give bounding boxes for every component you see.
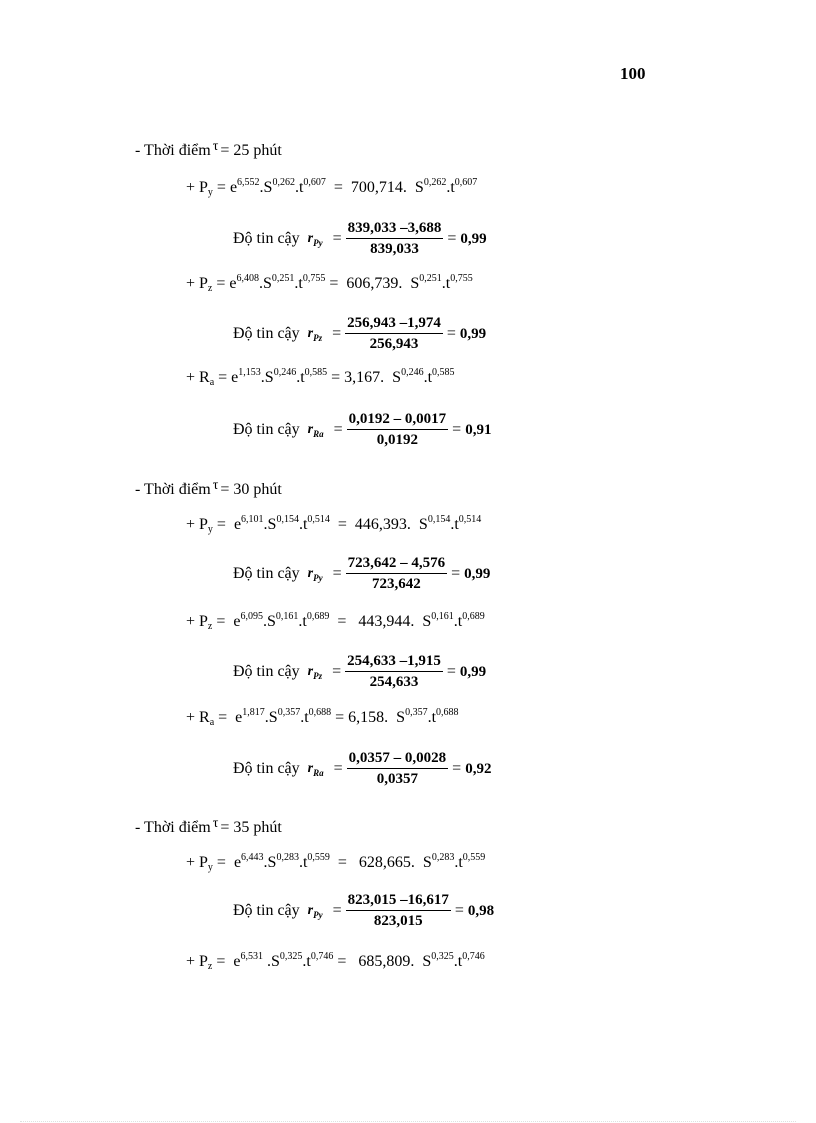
- equals-sign: =: [452, 760, 462, 777]
- formula-s: .S: [259, 179, 273, 196]
- exponent-s2: 0,246: [401, 367, 424, 378]
- reliability-result: 0,98: [467, 902, 495, 919]
- equals-sign: =: [332, 902, 342, 919]
- formula-eq2: = 446,393. S: [329, 516, 428, 533]
- r-symbol: $r_{Ra}$: [307, 761, 324, 778]
- equals-sign: =: [332, 663, 342, 680]
- r-subscript: Ra: [313, 768, 324, 778]
- exponent-t: 0,746: [310, 951, 334, 962]
- exponent-t: 0,689: [306, 611, 330, 622]
- formula-eq1: = e: [212, 275, 237, 292]
- heading-suffix: = 35 phút: [220, 819, 282, 836]
- fraction: [347, 751, 449, 787]
- exponent-e: 6,443: [241, 852, 264, 863]
- formula-subscript: y: [207, 187, 213, 198]
- r-symbol: $r_{Pz}$: [307, 664, 323, 681]
- r-subscript: Py: [313, 573, 323, 583]
- exponent-s2: 0,283: [431, 852, 455, 863]
- formula-eq2: = 606,739. S: [325, 275, 420, 292]
- r-subscript: Pz: [313, 333, 323, 343]
- formula-eq2: = 628,665. S: [329, 854, 432, 871]
- exponent-s2: 0,161: [431, 611, 454, 622]
- equals-sign: =: [332, 230, 342, 247]
- formula-s: .S: [263, 516, 277, 533]
- formula-subscript: z: [207, 283, 213, 294]
- exponent-e: 6,531: [240, 951, 263, 962]
- tau-symbol: τ: [212, 478, 219, 493]
- equals-sign: =: [452, 421, 462, 438]
- formula-lead: + P: [186, 953, 208, 970]
- heading-prefix: - Thời điểm: [135, 481, 211, 498]
- footer-divider: [20, 1121, 796, 1122]
- fraction-denominator: 0,0192: [376, 432, 419, 448]
- section-heading: [135, 140, 282, 159]
- fraction-denominator: 0,0357: [376, 771, 419, 787]
- formula-eq2: = 700,714. S: [325, 179, 424, 196]
- r-symbol: $r_{Py}$: [307, 231, 323, 248]
- reliability-result: 0,99: [459, 663, 487, 680]
- fraction-numerator: 254,633 –1,915: [345, 654, 443, 672]
- r-symbol: $r_{Py}$: [307, 566, 323, 583]
- formula-line: [186, 273, 473, 294]
- formula-eq2: = 3,167. S: [327, 369, 402, 386]
- exponent-s: 0,246: [273, 367, 297, 378]
- formula-s: .S: [259, 275, 272, 292]
- reliability-result: 0,99: [464, 565, 491, 582]
- reliability-result: 0,99: [460, 230, 487, 247]
- equals-sign: =: [454, 902, 464, 919]
- exponent-t2: 0,585: [432, 367, 455, 378]
- exponent-t2: 0,559: [462, 852, 486, 863]
- formula-t: .t: [298, 854, 308, 871]
- formula-t2: .t: [423, 369, 433, 386]
- formula-eq1: = e: [212, 516, 242, 533]
- formula-t: .t: [302, 953, 311, 970]
- formula-line: [186, 367, 455, 388]
- exponent-s2: 0,251: [419, 273, 442, 284]
- reliability-line: [233, 316, 486, 352]
- exponent-s2: 0,262: [423, 177, 447, 188]
- equals-sign: =: [451, 565, 461, 582]
- formula-t: .t: [294, 179, 304, 196]
- reliability-label: Độ tin cậy: [233, 230, 300, 247]
- reliability-label: Độ tin cậy: [233, 325, 300, 342]
- fraction: [345, 316, 443, 352]
- formula-eq1: = e: [212, 613, 241, 630]
- r-subscript: Pz: [313, 671, 323, 681]
- formula-t2: .t: [454, 854, 463, 871]
- formula-t2: .t: [450, 516, 459, 533]
- formula-eq2: = 685,809. S: [333, 953, 432, 970]
- reliability-result: 0,92: [465, 760, 492, 777]
- reliability-line: [233, 556, 490, 592]
- exponent-s: 0,154: [276, 514, 299, 525]
- r-subscript: Ra: [313, 429, 324, 439]
- reliability-label: Độ tin cậy: [233, 902, 300, 919]
- page-number: 100: [620, 64, 646, 83]
- r-symbol: $r_{Ra}$: [307, 422, 324, 439]
- formula-line: [186, 852, 486, 873]
- reliability-result: 0,99: [459, 325, 487, 342]
- fraction: [346, 556, 448, 592]
- formula-subscript: z: [207, 621, 213, 632]
- exponent-t: 0,688: [308, 707, 332, 718]
- reliability-line: [233, 751, 491, 787]
- formula-t: .t: [300, 709, 309, 726]
- formula-s: .S: [264, 709, 278, 726]
- exponent-t: 0,514: [307, 514, 330, 525]
- reliability-label: Độ tin cậy: [233, 663, 300, 680]
- section-heading: [135, 479, 282, 498]
- formula-eq1: = e: [214, 709, 243, 726]
- formula-subscript: y: [207, 862, 213, 873]
- formula-line: [186, 611, 485, 632]
- exponent-t2: 0,514: [458, 514, 482, 525]
- reliability-line: [233, 412, 491, 448]
- formula-t: .t: [298, 516, 308, 533]
- exponent-t2: 0,755: [450, 273, 473, 284]
- exponent-s2: 0,325: [431, 951, 454, 962]
- formula-t2: .t: [453, 613, 463, 630]
- fraction-numerator: 0,0357 – 0,0028: [347, 751, 449, 769]
- exponent-s: 0,325: [279, 951, 303, 962]
- exponent-e: 6,101: [241, 514, 264, 525]
- formula-t: .t: [298, 613, 307, 630]
- tau-symbol: τ: [212, 139, 219, 154]
- equals-sign: =: [333, 760, 343, 777]
- reliability-result: 0,91: [465, 421, 492, 438]
- formula-s: .S: [263, 613, 276, 630]
- fraction-numerator: 256,943 –1,974: [345, 316, 443, 334]
- fraction: [346, 221, 444, 257]
- formula-lead: + P: [186, 516, 208, 533]
- formula-t2: .t: [453, 953, 463, 970]
- reliability-label: Độ tin cậy: [233, 760, 300, 777]
- equals-sign: =: [447, 230, 457, 247]
- fraction-denominator: 723,642: [372, 576, 421, 592]
- exponent-e: 6,552: [237, 177, 260, 188]
- formula-t: .t: [296, 369, 305, 386]
- formula-lead: + P: [186, 613, 208, 630]
- exponent-s: 0,283: [276, 852, 299, 863]
- formula-subscript: z: [207, 961, 213, 972]
- exponent-t2: 0,689: [462, 611, 485, 622]
- fraction: [345, 654, 443, 690]
- heading-prefix: - Thời điểm: [135, 142, 211, 159]
- formula-lead: + R: [186, 709, 210, 726]
- r-subscript: Py: [313, 910, 323, 920]
- exponent-t: 0,607: [303, 177, 326, 188]
- formula-subscript: a: [209, 717, 215, 728]
- formula-t: .t: [294, 275, 303, 292]
- equals-sign: =: [446, 663, 456, 680]
- tau-symbol: τ: [212, 816, 219, 831]
- fraction-numerator: 0,0192 – 0,0017: [347, 412, 449, 430]
- equals-sign: =: [332, 325, 342, 342]
- formula-eq1: = e: [214, 369, 239, 386]
- formula-t2: .t: [427, 709, 437, 726]
- heading-suffix: = 25 phút: [220, 142, 282, 159]
- formula-line: [186, 707, 459, 728]
- formula-lead: + P: [186, 179, 208, 196]
- formula-subscript: a: [209, 377, 215, 388]
- r-subscript: Py: [313, 238, 323, 248]
- formula-subscript: y: [207, 524, 213, 535]
- exponent-t: 0,755: [302, 273, 326, 284]
- equals-sign: =: [446, 325, 456, 342]
- fraction-denominator: 823,015: [373, 913, 423, 929]
- exponent-t2: 0,607: [454, 177, 478, 188]
- heading-prefix: - Thời điểm: [135, 819, 211, 836]
- formula-eq1: = e: [212, 854, 242, 871]
- fraction-denominator: 254,633: [369, 674, 419, 690]
- exponent-e: 6,095: [240, 611, 263, 622]
- formula-s: .S: [263, 854, 277, 871]
- formula-line: [186, 951, 485, 972]
- exponent-t2: 0,746: [462, 951, 485, 962]
- exponent-e: 6,408: [236, 273, 259, 284]
- exponent-e: 1,817: [242, 707, 265, 718]
- formula-lead: + P: [186, 275, 208, 292]
- fraction-numerator: 823,015 –16,617: [346, 893, 451, 911]
- formula-eq1: = e: [212, 953, 241, 970]
- exponent-s: 0,357: [277, 707, 301, 718]
- reliability-line: [233, 654, 486, 690]
- fraction-denominator: 839,033: [370, 241, 419, 257]
- fraction: [347, 412, 449, 448]
- exponent-e: 1,153: [238, 367, 261, 378]
- exponent-s: 0,251: [271, 273, 295, 284]
- reliability-label: Độ tin cậy: [233, 565, 300, 582]
- fraction-numerator: 839,033 –3,688: [346, 221, 444, 239]
- formula-line: [186, 514, 482, 535]
- formula-s: .S: [260, 369, 274, 386]
- exponent-t: 0,559: [307, 852, 330, 863]
- reliability-line: [233, 221, 487, 257]
- formula-line: [186, 177, 478, 198]
- exponent-s: 0,161: [275, 611, 299, 622]
- formula-lead: + P: [186, 854, 208, 871]
- formula-eq2: = 443,944. S: [329, 613, 432, 630]
- exponent-t: 0,585: [304, 367, 328, 378]
- formula-eq2: = 6,158. S: [331, 709, 406, 726]
- r-symbol: $r_{Py}$: [307, 903, 323, 920]
- r-symbol: $r_{Pz}$: [307, 326, 323, 343]
- exponent-s2: 0,357: [405, 707, 428, 718]
- formula-t2: .t: [441, 275, 451, 292]
- reliability-label: Độ tin cậy: [233, 421, 300, 438]
- fraction-numerator: 723,642 – 4,576: [346, 556, 448, 574]
- fraction-denominator: 256,943: [369, 336, 419, 352]
- section-heading: [135, 817, 282, 836]
- equals-sign: =: [332, 565, 342, 582]
- exponent-s: 0,262: [272, 177, 295, 188]
- formula-s: .S: [263, 953, 280, 970]
- reliability-line: [233, 893, 494, 929]
- formula-eq1: = e: [212, 179, 238, 196]
- heading-suffix: = 30 phút: [220, 481, 282, 498]
- exponent-t2: 0,688: [436, 707, 459, 718]
- exponent-s2: 0,154: [427, 514, 451, 525]
- fraction: [346, 893, 451, 929]
- formula-t2: .t: [446, 179, 455, 196]
- formula-lead: + R: [186, 369, 210, 386]
- equals-sign: =: [333, 421, 343, 438]
